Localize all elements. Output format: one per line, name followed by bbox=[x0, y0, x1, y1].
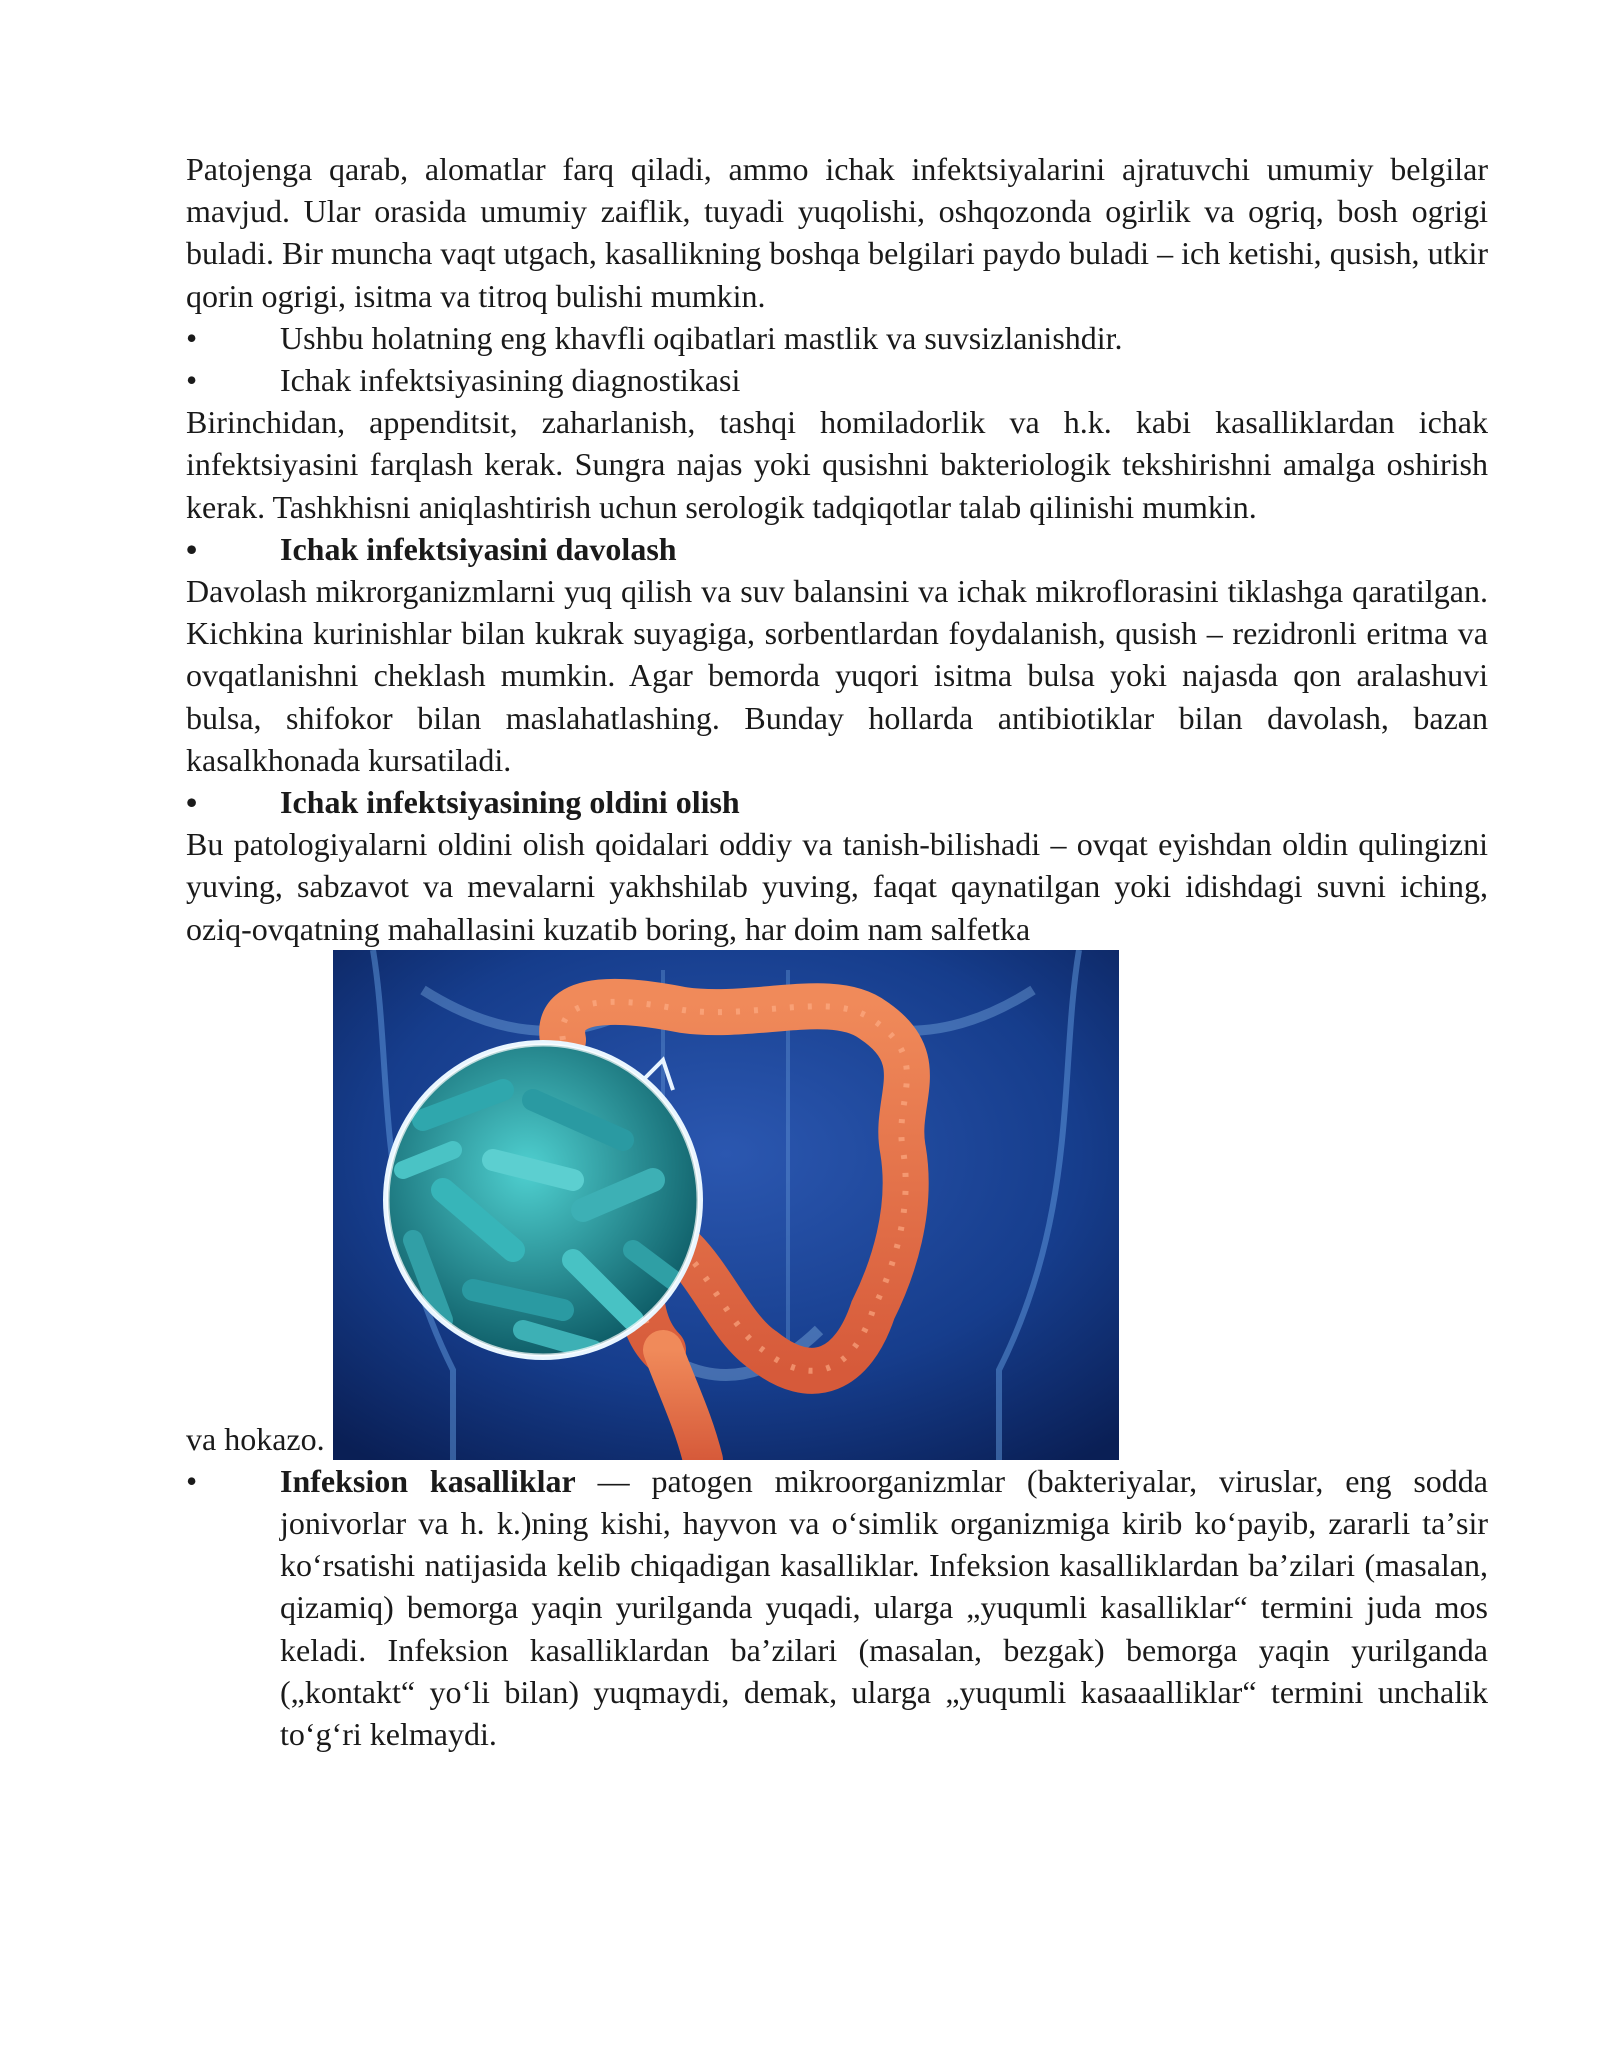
bullet-icon: • bbox=[186, 1462, 198, 1499]
document-page bbox=[186, 148, 1488, 1755]
bullet-diagnostics bbox=[186, 359, 1488, 401]
bullet-text: Ushbu holatning eng khavfli oqibatlari mastlik va suvsizlanishdir. bbox=[280, 319, 1123, 356]
heading-prevention bbox=[186, 781, 1488, 823]
term-bold: Infeksion kasalliklar bbox=[280, 1462, 576, 1499]
bullet-text: Ichak infektsiyasining diagnostikasi bbox=[280, 362, 741, 399]
bullet-icon: • bbox=[186, 319, 198, 356]
bullet-dangers bbox=[186, 317, 1488, 359]
paragraph-diagnostics: Birinchidan, appenditsit, zaharlanish, tashqi homiladorlik va h.k. kabi kasalliklardan ichak infektsiyasini farqlash kerak. Sungra najas yoki qusishni bakteriologik tekshirishni amalga oshirish kerak. Tashkhisni aniqlashtirish uchun serologik tadqiqotlar talab qilinishi mumkin. bbox=[186, 404, 1488, 525]
intestine-bacteria-illustration bbox=[333, 950, 1119, 1460]
paragraph-symptoms: Patojenga qarab, alomatlar farq qiladi, ammo ichak infektsiyalarini ajratuvchi umumiy belgilar mavjud. Ular orasida umumiy zaiflik, tuyadi yuqolishi, oshqozonda ogirlik va ogriq, bosh ogrigi buladi. Bir muncha vaqt utgach, kasallikning boshqa belgilari paydo buladi – ich ketishi, qusish, utkir qorin ogrigi, isitma va titroq bulishi mumkin. bbox=[186, 151, 1488, 314]
paragraph-prevention: Bu patologiyalarni oldini olish qoidalari oddiy va tanish-bilishadi – ovqat eyishdan oldin qulingizni yuving, sabzavot va mevalarni yakhshilab yuving, faqat qaynatilgan yoki idishdagi suvni iching, oziq-ovqatning mahallasini kuzatib boring, har doim nam salfetka bbox=[186, 826, 1488, 947]
definition-body: — patogen mikroorganizmlar (bakteriyalar, viruslar, eng sodda jonivorlar va h. k.)ning kishi, hayvon va oʻsimlik organizmiga kirib koʻpayib, zararli taʼsir koʻrsatishi natijasida kelib chiqadigan kasalliklar. Infeksion kasalliklardan baʼzilari (masalan, qizamiq) bemorga yaqin yurilganda yuqadi, ularga „yuqumli kasalliklar“ termini juda mos keladi. Infeksion kasalliklardan baʼzilari (masalan, bezgak) bemorga yaqin yurilganda („kontakt“ yoʻli bilan) yuqmaydi, demak, ularga „yuqumli kasaaalliklar“ termini unchalik toʻgʻri kelmaydi. bbox=[280, 1462, 1489, 1753]
heading-text: Ichak infektsiyasining oldini olish bbox=[280, 784, 740, 821]
definition-text bbox=[280, 1460, 1488, 1755]
paragraph-prevention-tail: va hokazo. bbox=[186, 1420, 325, 1457]
bullet-icon: • bbox=[186, 530, 198, 567]
bullet-icon: • bbox=[186, 362, 198, 399]
figure-line bbox=[186, 950, 1488, 1460]
heading-text: Ichak infektsiyasini davolash bbox=[280, 530, 677, 567]
bullet-icon: • bbox=[186, 784, 198, 821]
infectious-diseases-definition bbox=[186, 1460, 1488, 1755]
heading-treatment bbox=[186, 528, 1488, 570]
paragraph-treatment: Davolash mikrorganizmlarni yuq qilish va suv balansini va ichak mikroflorasini tiklashga qaratilgan. Kichkina kurinishlar bilan kukrak suyagiga, sorbentlardan foydalanish, qusish – rezidronli eritma va ovqatlanishni cheklash mumkin. Agar bemorda yuqori isitma bulsa yoki najasda qon aralashuvi bulsa, shifokor bilan maslahatlashing. Bunday hollarda antibiotiklar bilan davolash, bazan kasalkhonada kursatiladi. bbox=[186, 573, 1488, 778]
